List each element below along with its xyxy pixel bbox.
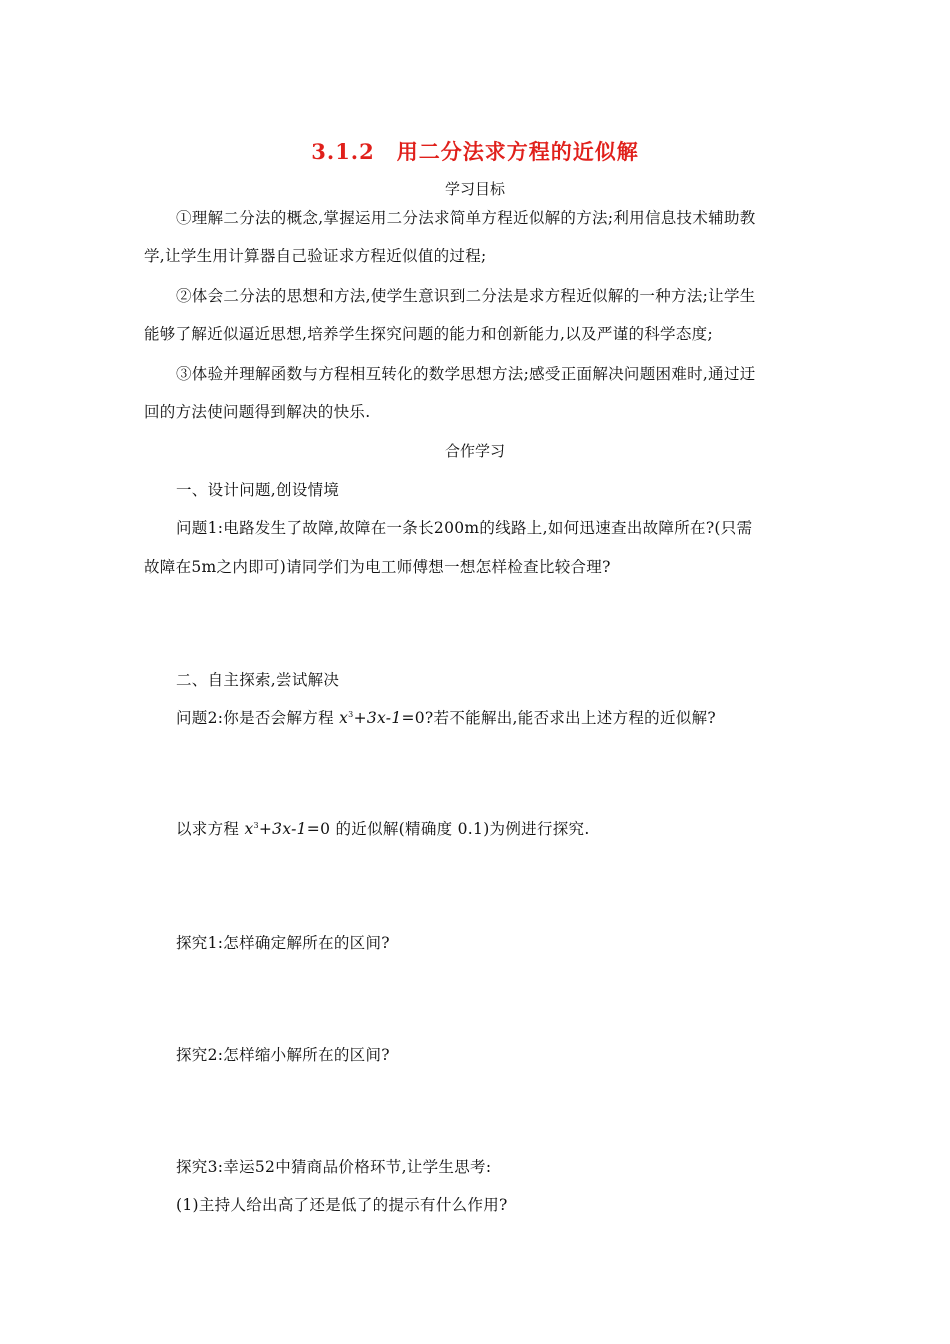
example-equation-exponent: 3 — [253, 821, 259, 830]
explore-3-question-1: (1)主持人给出高了还是低了的提示有什么作用? — [176, 1196, 508, 1214]
learning-goals-heading: 学习目标 — [444, 180, 505, 198]
explore-2: 探究2:怎样缩小解所在的区间? — [176, 1046, 390, 1064]
cooperative-learning-heading: 合作学习 — [444, 442, 505, 460]
goal-3-line-2: 回的方法使问题得到解决的快乐. — [144, 403, 371, 421]
goal-3-line-1: ③体验并理解函数与方程相互转化的数学思想方法;感受正面解决问题困难时,通过迂 — [176, 365, 756, 383]
question-1-line-1: 问题1:电路发生了故障,故障在一条长200m的线路上,如何迅速查出故障所在?(只需 — [176, 519, 753, 537]
part-1-heading: 一、设计问题,创设情境 — [176, 481, 340, 499]
page-title: 3.1.2 用二分法求方程的近似解 — [311, 139, 639, 164]
example-equation-variable: x — [244, 820, 254, 838]
explore-1: 探究1:怎样确定解所在的区间? — [176, 934, 390, 952]
equation-variable: x — [339, 709, 349, 727]
question-2-suffix: =0?若不能解出,能否求出上述方程的近似解? — [401, 709, 716, 727]
example-prefix: 以求方程 — [176, 820, 245, 838]
part-2-heading: 二、自主探索,尝试解决 — [176, 671, 340, 689]
goal-2-line-1: ②体会二分法的思想和方法,使学生意识到二分法是求方程近似解的一种方法;让学生 — [176, 287, 756, 305]
example-statement — [176, 817, 590, 839]
goal-2-line-2: 能够了解近似逼近思想,培养学生探究问题的能力和创新能力,以及严谨的科学态度; — [144, 325, 713, 343]
example-equation-terms: +3x-1 — [258, 820, 307, 838]
question-2 — [176, 706, 716, 728]
goal-1-line-2: 学,让学生用计算器自己验证求方程近似值的过程; — [144, 247, 487, 265]
example-suffix: =0 的近似解(精确度 0.1)为例进行探究. — [306, 820, 590, 838]
equation-exponent: 3 — [348, 710, 354, 719]
explore-3: 探究3:幸运52中猜商品价格环节,让学生思考: — [176, 1158, 492, 1176]
equation-terms: +3x-1 — [353, 709, 402, 727]
goal-1-line-1: ①理解二分法的概念,掌握运用二分法求简单方程近似解的方法;利用信息技术辅助教 — [176, 209, 756, 227]
question-2-prefix: 问题2:你是否会解方程 — [176, 709, 340, 727]
question-1-line-2: 故障在5m之内即可)请同学们为电工师傅想一想怎样检查比较合理? — [144, 558, 611, 576]
